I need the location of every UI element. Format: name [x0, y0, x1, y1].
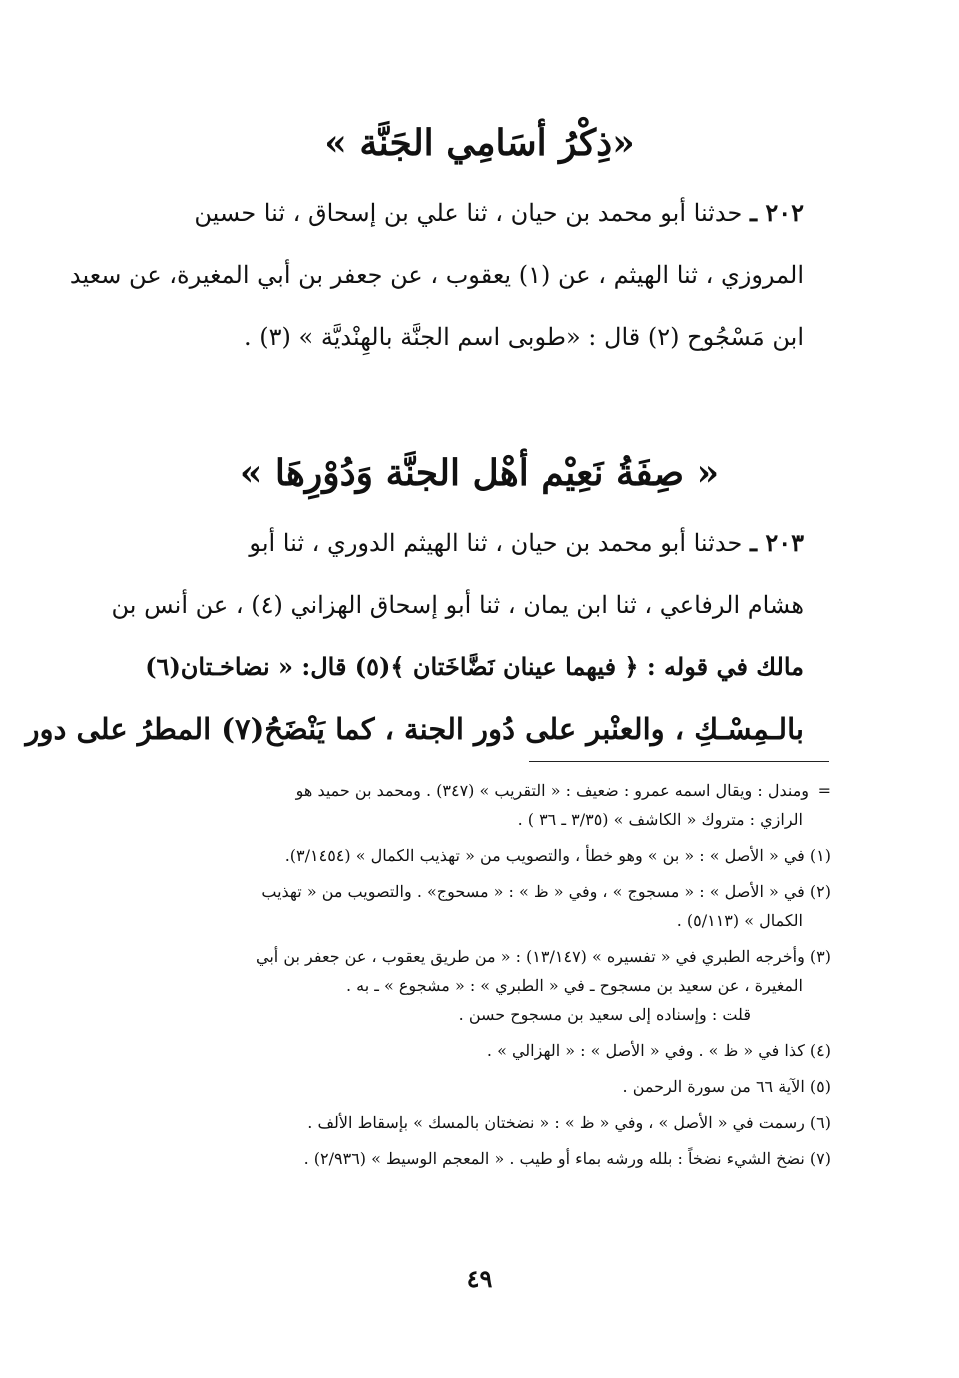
hadith-line: ٢٠٢ ـ حدثنا أبو محمد بن حيان ، ثنا علي بن إسحاق ، ثنا حسين	[194, 198, 804, 227]
footnote-6: (٦) رسمت في « الأصل » ، وفي « ظ » : « نضختان بالمسك » بإسقاط الألف .	[307, 1113, 831, 1132]
footnote-continued: =ومندل : ويقال اسمه عمرو : ضعيف : « التقريب » (٣٤٧) . ومحمد بن حميد هو الرازي : متروك « الكاشف » (٣/٣٥ ـ ٣٦ ) .	[150, 776, 831, 834]
hadith-line: بالـمِسْـكِ ، والعنْبر على دُور الجنة ، كما يَنْضَحُ(٧) المطرُ على دور	[25, 712, 804, 746]
footnote-1: (١) في « الأصل » : « بن » وهو خطأ ، والتصويب من « تهذيب الكمال » (٣/١٤٥٤).	[284, 846, 831, 865]
footnotes	[150, 776, 831, 1180]
hadith-line: هشام الرفاعي ، ثنا ابن يمان ، ثنا أبو إسحاق الهزاني (٤) ، عن أنس بن	[111, 591, 804, 619]
section-heading-names-of-paradise: «ذِكْرُ أسَامِي الجَنَّة »	[324, 122, 635, 164]
footnote-2: (٢) في « الأصل » : « مسجوج » ، وفي « ظ » : « مسحوج» . والتصويب من « تهذيب الكمال » (٥/١١٣) .	[261, 882, 831, 930]
hadith-203	[25, 512, 804, 760]
footnote-separator	[529, 761, 829, 762]
footnote-7: (٧) نضخ الشيء نضخاً : بلله ورشه بماء أو طيب . « المعجم الوسيط » (٢/٩٣٦) .	[303, 1149, 831, 1168]
hadith-line: ابن مَسْجُوح (٢) قال : «طوبى اسم الجنَّة بالهِنْديَّة » (٣) .	[244, 323, 804, 351]
footnote-3: (٣) وأخرجه الطبري في « تفسيره » (١٣/١٤٧) : « من طريق يعقوب ، عن جعفر بن أبي المغيرة ، عن سعيد بن مسجوح ـ في « الطبري » : « مشجوع » ـ به . قلت : وإسناده إلى سعيد بن مسجوح حسن .	[256, 947, 831, 1024]
hadith-line: ٢٠٣ ـ حدثنا أبو محمد بن حيان ، ثنا الهيثم الدوري ، ثنا أبو	[249, 528, 804, 557]
hadith-number: ٢٠٢ ـ	[749, 198, 804, 227]
hadith-202	[69, 182, 804, 368]
section-heading-bliss-of-paradise: « صِفَةُ نَعِيْم أهْل الجنَّة وَدُوْرِهَا »	[239, 452, 720, 494]
footnote-5: (٥) الآية ٦٦ من سورة الرحمن .	[622, 1077, 831, 1096]
page-number: ٤٩	[466, 1264, 493, 1293]
hadith-number: ٢٠٣ ـ	[749, 528, 804, 557]
continuation-mark: =	[817, 781, 831, 800]
hadith-line: مالك في قوله : ﴿ فيهما عينان نَضَّاخَتان ﴾(٥) قال: « نضاخـتان(٦)	[145, 652, 804, 681]
hadith-line: المروزي ، ثنا الهيثم ، عن (١) يعقوب ، عن جعفر بن أبي المغيرة، عن سعيد	[69, 261, 804, 289]
footnote-4: (٤) كذا في « ظ » . وفي « الأصل » : « الهزالي » .	[486, 1041, 831, 1060]
